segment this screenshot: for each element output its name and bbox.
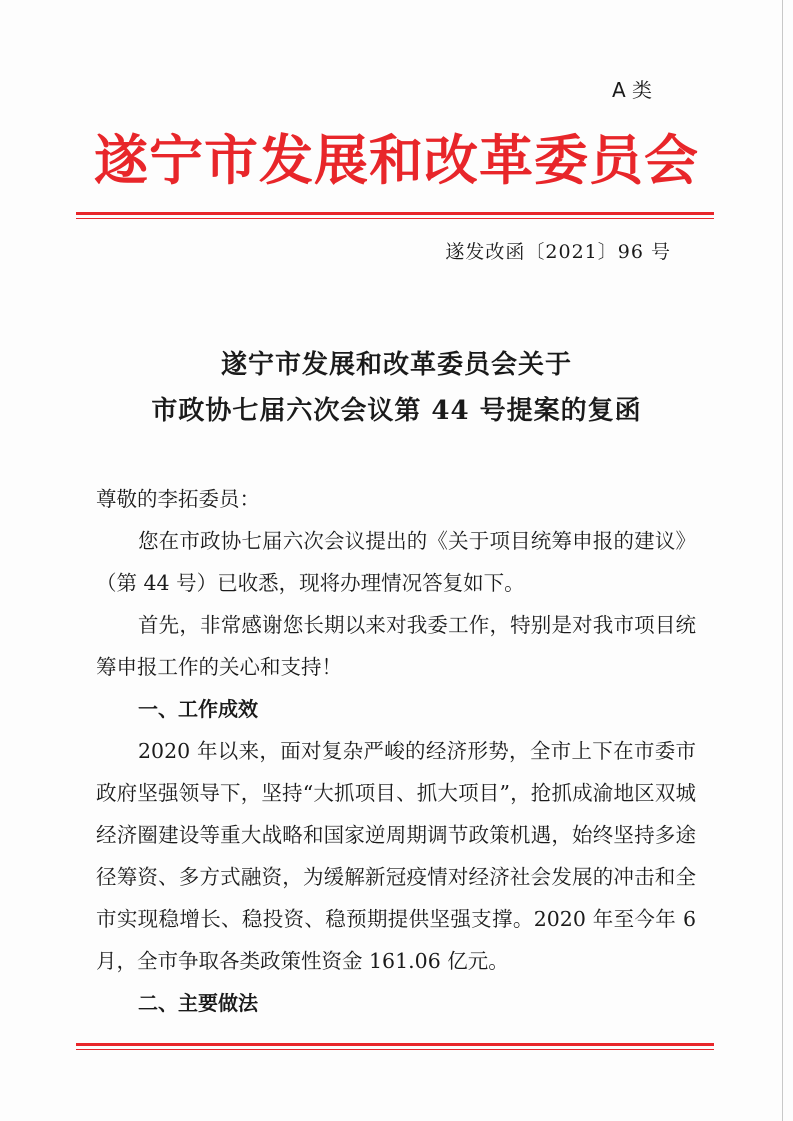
paragraph-results: 2020 年以来，面对复杂严峻的经济形势，全市上下在市委市政府坚强领导下，坚持“大抓项目、抓大项目”，抢抓成渝地区双城经济圈建设等重大战略和国家逆周期调节政策机遇，始终坚持多途径筹资、多方式融资，为缓解新冠疫情对经济社会发展的冲击和全市实现稳增长、稳投资、稳预期提供坚强支撑。2020 年至今年 6 月，全市争取各类政策性资金 161.06 亿元。 — [96, 739, 696, 973]
salutation: 尊敬的李拓委员： — [96, 487, 260, 511]
issuer-header: 遂宁市发展和改革委员会 — [94, 129, 699, 192]
classification-mark: A 类 — [612, 78, 653, 102]
letter-body — [96, 478, 696, 1024]
paragraph-thanks: 首先，非常感谢您长期以来对我委工作，特别是对我市项目统筹申报工作的关心和支持！ — [96, 613, 696, 679]
header-red-rule — [76, 212, 714, 219]
document-title — [0, 342, 793, 434]
footer-red-rule — [76, 1043, 714, 1050]
section-heading-results: 一、工作成效 — [138, 697, 258, 721]
paragraph-reply: 您在市政协七届六次会议提出的《关于项目统筹申报的建议》（第 44 号）已收悉，现将办理情况答复如下。 — [96, 529, 696, 595]
title-line-2: 市政协七届六次会议第 44 号提案的复函 — [151, 396, 642, 426]
title-line-1: 遂宁市发展和改革委员会关于 — [220, 350, 572, 380]
section-heading-practices: 二、主要做法 — [138, 991, 258, 1015]
document-number: 遂发改函〔2021〕96 号 — [445, 241, 671, 263]
